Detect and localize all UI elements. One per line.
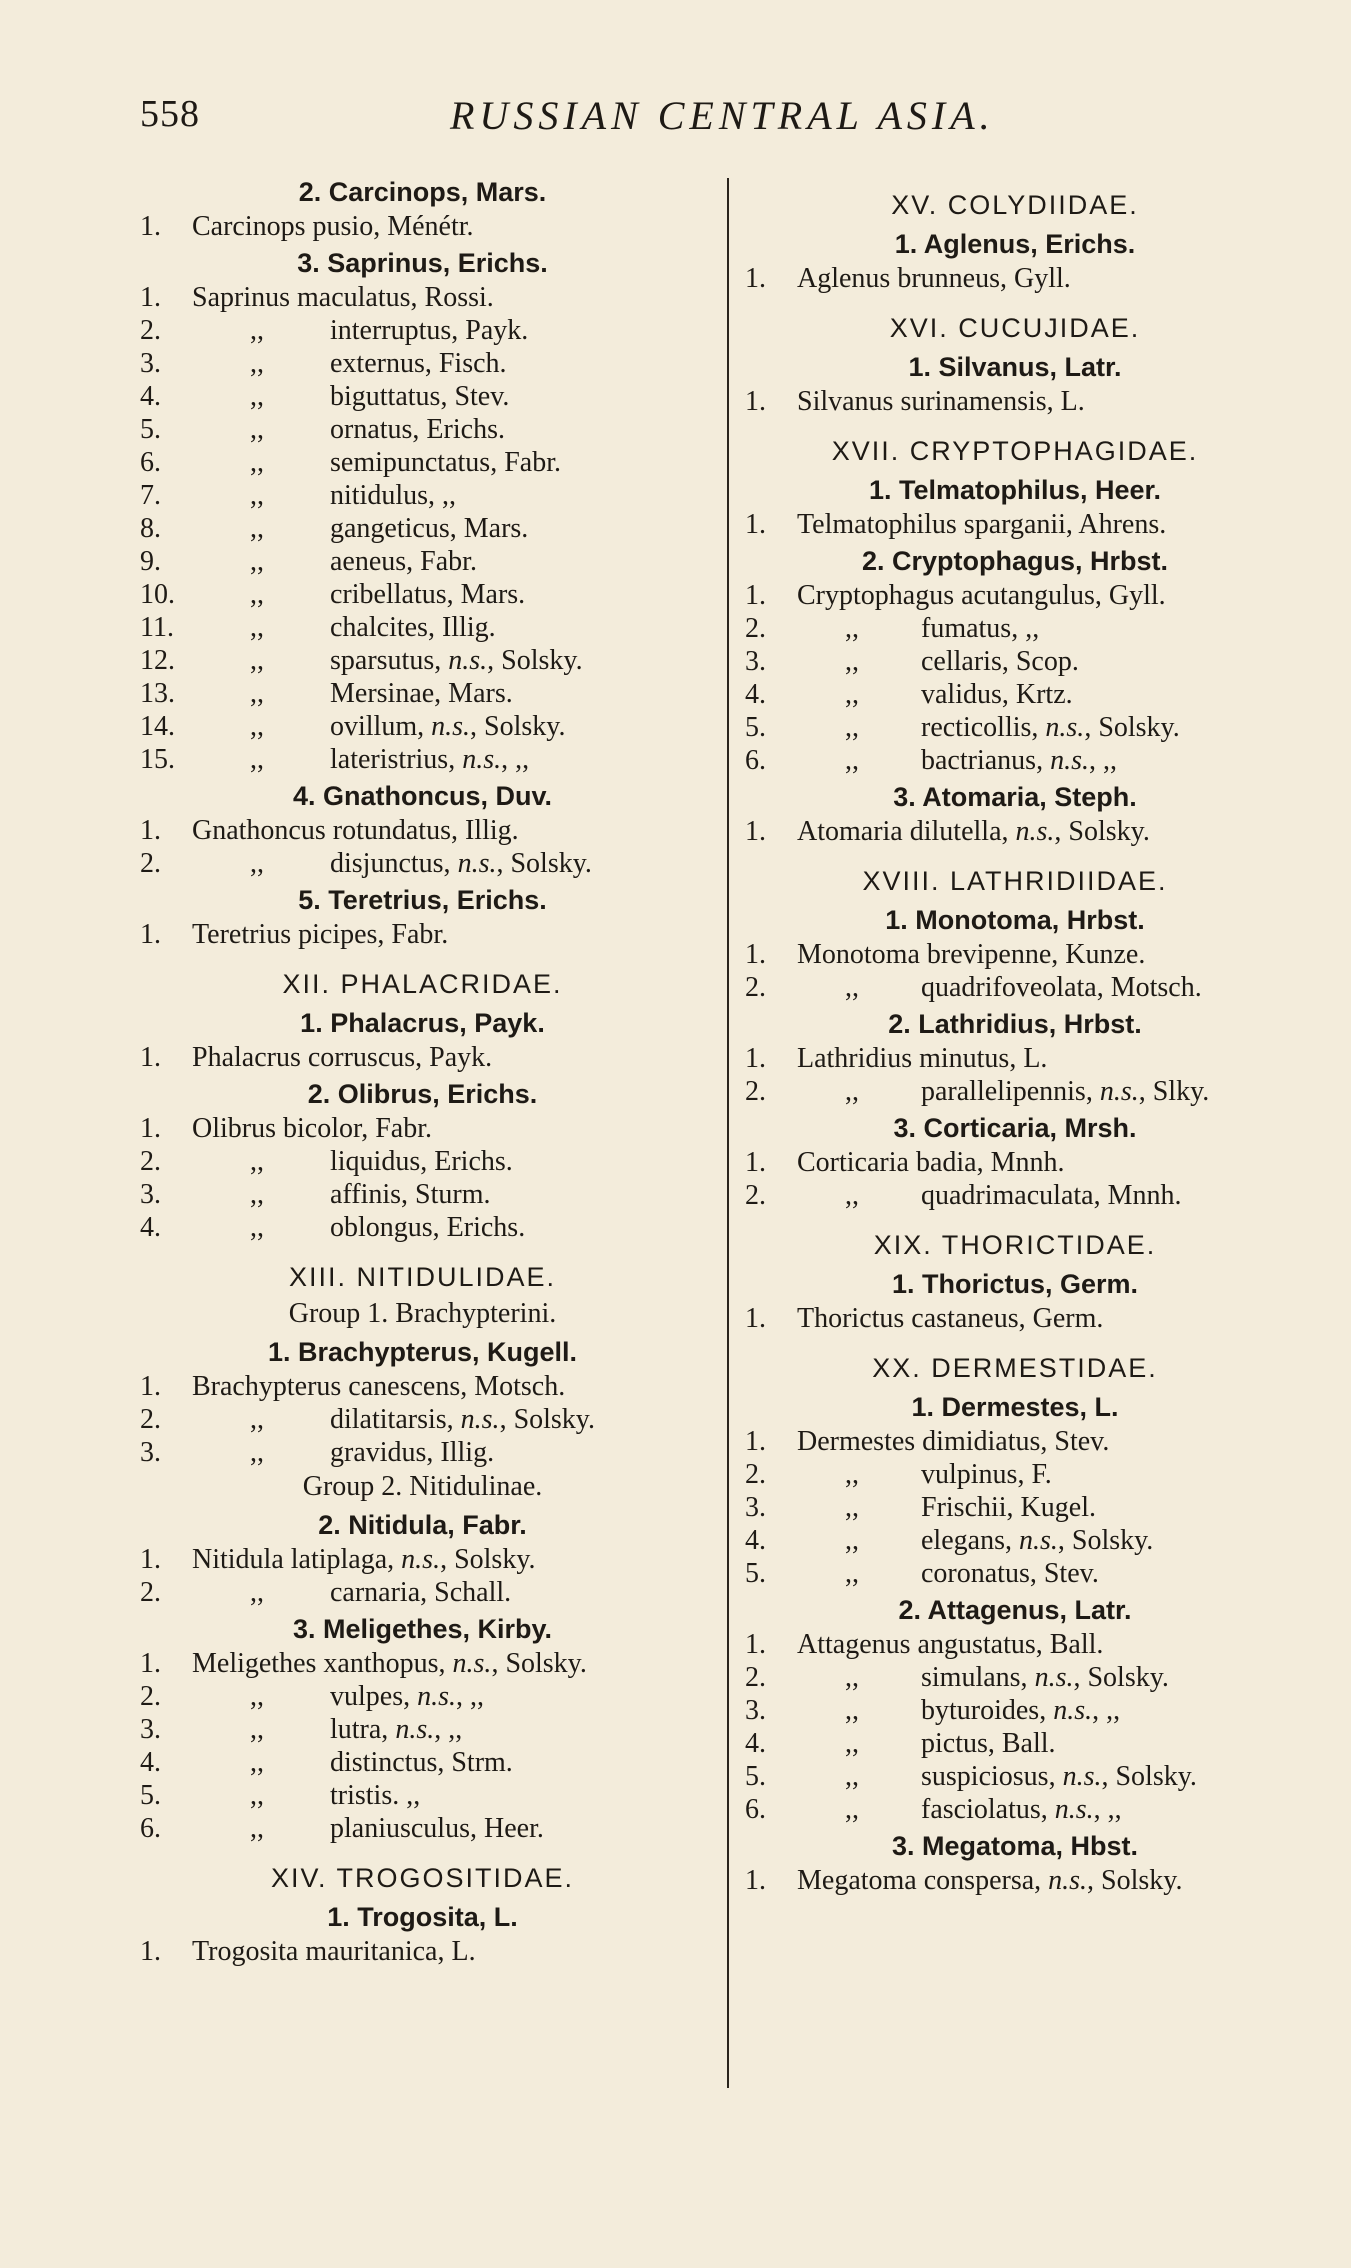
species-entry [745,971,1285,1004]
species-entry [140,446,705,479]
genus-heading: 1. Silvanus, Latr. [908,352,1122,382]
entry-number: 3. [745,1695,766,1726]
ditto-mark: ,, [250,513,264,544]
right-column [745,172,1285,1897]
family-heading: XIX. THORICTIDAE. [873,1230,1157,1260]
species-name: planiusculus, Heer. [330,1813,544,1844]
species-name: ornatus, Erichs. [330,414,505,445]
entry-number: 6. [745,745,766,776]
ditto-mark: ,, [845,745,859,776]
ditto-mark: ,, [845,646,859,677]
species-name: aeneus, Fabr. [330,546,477,577]
entry-number: 2. [140,1146,161,1177]
entry-number: 12. [140,645,175,676]
page-header [140,92,1240,152]
entry-number: 5. [140,414,161,445]
genus-heading: 2. Carcinops, Mars. [298,177,547,207]
entry-number: 1. [140,282,161,313]
species-name: Corticaria badia, Mnnh. [797,1147,1065,1178]
entry-number: 4. [140,1212,161,1243]
genus-heading: 4. Gnathoncus, Duv. [292,781,553,811]
species-entry [745,612,1285,645]
species-entry [140,512,705,545]
entry-number: 6. [745,1794,766,1825]
ditto-mark: ,, [250,348,264,379]
ditto-mark: ,, [845,1662,859,1693]
species-entry [140,1935,705,1968]
species-entry [140,413,705,446]
genus-heading: 3. Megatoma, Hbst. [891,1831,1139,1861]
genus-heading: 1. Thorictus, Germ. [891,1269,1139,1299]
species-name: Megatoma conspersa, n.s., Solsky. [797,1865,1183,1896]
species-name: Teretrius picipes, Fabr. [192,919,449,950]
family-heading: XIII. NITIDULIDAE. [288,1262,557,1292]
species-entry [140,1812,705,1845]
entry-number: 5. [745,1558,766,1589]
species-name: Frischii, Kugel. [921,1492,1096,1523]
entry-number: 3. [745,646,766,677]
entry-number: 1. [140,919,161,950]
species-entry [140,677,705,710]
ditto-mark: ,, [845,712,859,743]
entry-number: 1. [745,509,766,540]
species-name: simulans, n.s., Solsky. [921,1662,1169,1693]
ditto-mark: ,, [250,1780,264,1811]
species-entry [745,1042,1285,1075]
species-name: interruptus, Payk. [330,315,529,346]
entry-number: 9. [140,546,161,577]
species-entry [140,814,705,847]
species-entry [745,1628,1285,1661]
entry-number: 14. [140,711,175,742]
species-name: Thorictus castaneus, Germ. [797,1303,1104,1334]
species-name: Trogosita mauritanica, L. [192,1936,476,1967]
species-entry [140,479,705,512]
entry-number: 5. [140,1780,161,1811]
species-entry [140,1436,705,1469]
species-entry [745,1075,1285,1108]
species-entry [140,545,705,578]
ditto-mark: ,, [250,1212,264,1243]
species-name: Atomaria dilutella, n.s., Solsky. [797,816,1150,847]
species-name: elegans, n.s., Solsky. [921,1525,1154,1556]
group-heading: Group 1. Brachypterini. [288,1298,557,1329]
left-column [140,172,705,1968]
entry-number: 3. [140,1437,161,1468]
entry-number: 1. [140,1042,161,1073]
species-entry [140,347,705,380]
family-heading: XVII. CRYPTOPHAGIDAE. [831,436,1199,466]
entry-number: 1. [745,386,766,417]
genus-heading: 1. Brachypterus, Kugell. [267,1337,578,1367]
species-entry [140,1178,705,1211]
ditto-mark: ,, [250,848,264,879]
ditto-mark: ,, [845,613,859,644]
species-name: Nitidula latiplaga, n.s., Solsky. [192,1544,536,1575]
species-entry [140,578,705,611]
entry-number: 1. [745,1043,766,1074]
entry-number: 1. [140,1113,161,1144]
species-entry [140,1145,705,1178]
genus-heading: 2. Lathridius, Hrbst. [888,1009,1142,1039]
entry-number: 1. [745,1426,766,1457]
genus-heading: 1. Aglenus, Erichs. [894,229,1136,259]
species-name: Brachypterus canescens, Motsch. [192,1371,566,1402]
species-entry [140,1779,705,1812]
species-name: dilatitarsis, n.s., Solsky. [330,1404,595,1435]
genus-heading: 3. Corticaria, Mrsh. [893,1113,1137,1143]
species-name: Aglenus brunneus, Gyll. [797,263,1071,294]
species-name: validus, Krtz. [921,679,1073,710]
ditto-mark: ,, [250,1747,264,1778]
entry-number: 8. [140,513,161,544]
ditto-mark: ,, [250,447,264,478]
ditto-mark: ,, [250,744,264,775]
species-name: ovillum, n.s., Solsky. [330,711,566,742]
species-name: Carcinops pusio, Ménétr. [192,211,474,242]
species-entry [745,938,1285,971]
running-title: RUSSIAN CENTRAL ASIA. [450,93,995,138]
family-heading: XVIII. LATHRIDIIDAE. [862,866,1168,896]
species-entry [140,210,705,243]
species-name: bactrianus, n.s., ,, [921,745,1117,776]
entry-number: 1. [745,1865,766,1896]
species-name: byturoides, n.s., ,, [921,1695,1121,1726]
entry-number: 1. [745,1147,766,1178]
species-entry [140,611,705,644]
entry-number: 1. [140,1544,161,1575]
entry-number: 1. [140,1648,161,1679]
entry-number: 7. [140,480,161,511]
entry-number: 3. [140,1714,161,1745]
species-entry [745,1864,1285,1897]
species-entry [745,744,1285,777]
species-name: semipunctatus, Fabr. [330,447,561,478]
species-name: Lathridius minutus, L. [797,1043,1048,1074]
species-name: recticollis, n.s., Solsky. [921,712,1180,743]
ditto-mark: ,, [250,546,264,577]
species-name: vulpes, n.s., ,, [330,1681,485,1712]
ditto-mark: ,, [250,414,264,445]
ditto-mark: ,, [845,1180,859,1211]
species-entry [745,1727,1285,1760]
ditto-mark: ,, [250,480,264,511]
genus-heading: 3. Saprinus, Erichs. [297,248,548,278]
ditto-mark: ,, [250,711,264,742]
entry-number: 1. [745,580,766,611]
species-name: disjunctus, n.s., Solsky. [330,848,592,879]
ditto-mark: ,, [845,679,859,710]
genus-heading: 3. Atomaria, Steph. [893,782,1137,812]
species-entry [745,678,1285,711]
species-name: oblongus, Erichs. [330,1212,526,1243]
species-entry [745,1458,1285,1491]
species-name: quadrifoveolata, Motsch. [921,972,1202,1003]
species-entry [140,1370,705,1403]
species-name: pictus, Ball. [921,1728,1056,1759]
species-name: cribellatus, Mars. [330,579,526,610]
entry-number: 15. [140,744,175,775]
species-name: affinis, Sturm. [330,1179,491,1210]
genus-heading: 2. Olibrus, Erichs. [307,1079,538,1109]
ditto-mark: ,, [250,1714,264,1745]
species-name: distinctus, Strm. [330,1747,513,1778]
entry-number: 2. [745,1180,766,1211]
ditto-mark: ,, [845,1761,859,1792]
species-name: gravidus, Illig. [330,1437,495,1468]
species-name: biguttatus, Stev. [330,381,510,412]
page-number: 558 [140,93,200,135]
ditto-mark: ,, [845,1076,859,1107]
ditto-mark: ,, [250,678,264,709]
species-name: Meligethes xanthopus, n.s., Solsky. [192,1648,587,1679]
species-name: fasciolatus, n.s., ,, [921,1794,1122,1825]
entry-number: 5. [745,1761,766,1792]
species-name: coronatus, Stev. [921,1558,1099,1589]
species-entry [140,847,705,880]
species-name: Cryptophagus acutangulus, Gyll. [797,580,1166,611]
ditto-mark: ,, [250,1179,264,1210]
entry-number: 2. [140,315,161,346]
entry-number: 2. [745,613,766,644]
entry-number: 13. [140,678,175,709]
species-entry [745,1661,1285,1694]
entry-number: 4. [745,1728,766,1759]
group-heading: Group 2. Nitidulinae. [302,1471,543,1502]
species-entry [140,380,705,413]
column-divider [727,178,729,2088]
ditto-mark: ,, [250,1681,264,1712]
genus-heading: 1. Monotoma, Hrbst. [885,905,1145,935]
species-entry [140,1647,705,1680]
species-entry [140,644,705,677]
species-entry [140,1112,705,1145]
species-entry [140,1041,705,1074]
ditto-mark: ,, [250,1813,264,1844]
entry-number: 2. [140,1681,161,1712]
family-heading: XII. PHALACRIDAE. [282,969,563,999]
species-entry [745,1557,1285,1590]
species-entry [745,1146,1285,1179]
ditto-mark: ,, [250,1437,264,1468]
species-entry [140,1403,705,1436]
ditto-mark: ,, [250,1577,264,1608]
species-entry [140,918,705,951]
entry-number: 4. [140,1747,161,1778]
species-entry [140,1680,705,1713]
entry-number: 3. [745,1492,766,1523]
species-name: Telmatophilus sparganii, Ahrens. [797,509,1167,540]
entry-number: 2. [140,1404,161,1435]
species-name: externus, Fisch. [330,348,507,379]
species-entry [745,711,1285,744]
entry-number: 6. [140,1813,161,1844]
species-name: parallelipennis, n.s., Slky. [921,1076,1210,1107]
species-name: cellaris, Scop. [921,646,1079,677]
genus-heading: 1. Phalacrus, Payk. [300,1008,545,1038]
entry-number: 4. [745,679,766,710]
species-entry [745,1425,1285,1458]
species-entry [745,1302,1285,1335]
species-entry [745,579,1285,612]
entry-number: 4. [745,1525,766,1556]
species-name: Phalacrus corruscus, Payk. [192,1042,493,1073]
species-name: Mersinae, Mars. [330,678,513,709]
ditto-mark: ,, [250,579,264,610]
species-entry [140,281,705,314]
genus-heading: 2. Attagenus, Latr. [898,1595,1132,1625]
species-entry [140,743,705,776]
entry-number: 1. [745,1303,766,1334]
species-entry [745,1760,1285,1793]
species-entry [745,262,1285,295]
ditto-mark: ,, [845,1728,859,1759]
entry-number: 2. [745,1076,766,1107]
species-entry [140,1713,705,1746]
species-name: quadrimaculata, Mnnh. [921,1180,1182,1211]
entry-number: 5. [745,712,766,743]
species-entry [140,314,705,347]
species-name: Dermestes dimidiatus, Stev. [797,1426,1110,1457]
species-entry [140,1211,705,1244]
species-name: sparsutus, n.s., Solsky. [330,645,583,676]
ditto-mark: ,, [845,972,859,1003]
entry-number: 1. [745,816,766,847]
species-entry [745,385,1285,418]
ditto-mark: ,, [845,1558,859,1589]
species-name: chalcites, Illig. [330,612,496,643]
ditto-mark: ,, [845,1492,859,1523]
species-entry [745,1694,1285,1727]
species-name: Saprinus maculatus, Rossi. [192,282,494,313]
species-name: fumatus, ,, [921,613,1040,644]
entry-number: 1. [745,1629,766,1660]
entry-number: 2. [745,972,766,1003]
ditto-mark: ,, [845,1525,859,1556]
species-name: Olibrus bicolor, Fabr. [192,1113,432,1144]
family-heading: XIV. TROGOSITIDAE. [270,1863,575,1893]
species-name: Silvanus surinamensis, L. [797,386,1085,417]
species-name: Attagenus angustatus, Ball. [797,1629,1104,1660]
entry-number: 11. [140,612,174,643]
species-name: tristis. ,, [330,1780,421,1811]
ditto-mark: ,, [250,315,264,346]
species-name: liquidus, Erichs. [330,1146,513,1177]
species-name: lateristrius, n.s., ,, [330,744,530,775]
entry-number: 2. [140,1577,161,1608]
species-entry [745,645,1285,678]
family-heading: XV. COLYDIIDAE. [891,190,1139,220]
family-heading: XVI. CUCUJIDAE. [889,313,1141,343]
species-name: suspiciosus, n.s., Solsky. [921,1761,1197,1792]
entry-number: 1. [140,211,161,242]
genus-heading: 2. Cryptophagus, Hrbst. [861,546,1169,576]
species-entry [140,1576,705,1609]
ditto-mark: ,, [250,381,264,412]
ditto-mark: ,, [845,1695,859,1726]
species-name: lutra, n.s., ,, [330,1714,463,1745]
ditto-mark: ,, [250,612,264,643]
ditto-mark: ,, [250,1404,264,1435]
species-entry [745,815,1285,848]
entry-number: 4. [140,381,161,412]
species-name: Gnathoncus rotundatus, Illig. [192,815,519,846]
entry-number: 10. [140,579,175,610]
entry-number: 3. [140,348,161,379]
species-entry [745,1793,1285,1826]
species-entry [745,508,1285,541]
species-entry [140,710,705,743]
species-name: carnaria, Schall. [330,1577,512,1608]
entry-number: 3. [140,1179,161,1210]
entry-number: 2. [140,848,161,879]
ditto-mark: ,, [845,1459,859,1490]
entry-number: 1. [745,939,766,970]
entry-number: 1. [140,1371,161,1402]
genus-heading: 1. Dermestes, L. [911,1392,1119,1422]
species-entry [140,1543,705,1576]
genus-heading: 1. Telmatophilus, Heer. [868,475,1162,505]
genus-heading: 3. Meligethes, Kirby. [292,1614,553,1644]
species-name: gangeticus, Mars. [330,513,529,544]
species-entry [745,1179,1285,1212]
species-name: Monotoma brevipenne, Kunze. [797,939,1146,970]
entry-number: 1. [745,263,766,294]
species-entry [745,1524,1285,1557]
entry-number: 1. [140,1936,161,1967]
entry-number: 2. [745,1662,766,1693]
entry-number: 2. [745,1459,766,1490]
entry-number: 1. [140,815,161,846]
entry-number: 6. [140,447,161,478]
genus-heading: 2. Nitidula, Fabr. [318,1510,527,1540]
genus-heading: 1. Trogosita, L. [327,1902,518,1932]
species-name: vulpinus, F. [921,1459,1052,1490]
ditto-mark: ,, [845,1794,859,1825]
ditto-mark: ,, [250,1146,264,1177]
family-heading: XX. DERMESTIDAE. [872,1353,1158,1383]
species-name: nitidulus, ,, [330,480,457,511]
ditto-mark: ,, [250,645,264,676]
species-entry [140,1746,705,1779]
species-entry [745,1491,1285,1524]
genus-heading: 5. Teretrius, Erichs. [298,885,547,915]
